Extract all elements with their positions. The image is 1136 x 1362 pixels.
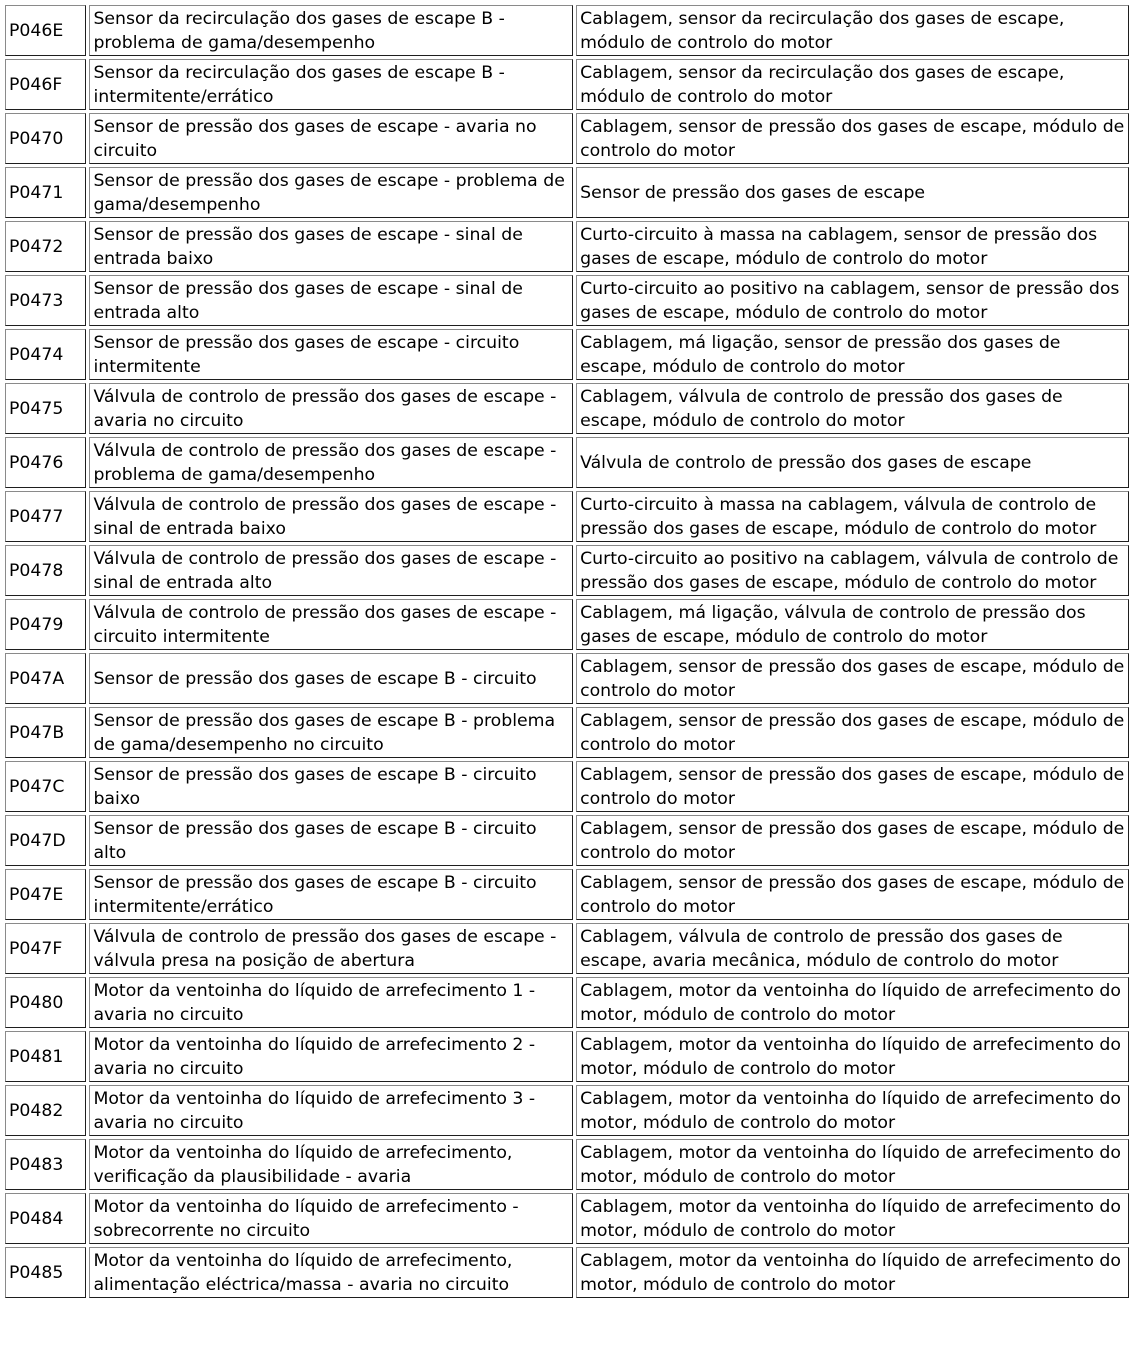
code-cell: P047B [5, 707, 86, 758]
code-cell: P047D [5, 815, 86, 866]
causes-cell: Cablagem, motor da ventoinha do líquido de arrefecimento do motor, módulo de controlo do motor [576, 1031, 1129, 1082]
causes-cell: Curto-circuito ao positivo na cablagem, válvula de controlo de pressão dos gases de escape, módulo de controlo do motor [576, 545, 1129, 596]
description-cell: Sensor de pressão dos gases de escape B - circuito baixo [89, 761, 573, 812]
description-cell: Sensor de pressão dos gases de escape - avaria no circuito [89, 113, 573, 164]
table-row [5, 599, 1129, 650]
code-cell: P0481 [5, 1031, 86, 1082]
causes-cell: Curto-circuito à massa na cablagem, sensor de pressão dos gases de escape, módulo de controlo do motor [576, 221, 1129, 272]
table-row [5, 815, 1129, 866]
causes-cell: Cablagem, má ligação, válvula de controlo de pressão dos gases de escape, módulo de controlo do motor [576, 599, 1129, 650]
table-row [5, 383, 1129, 434]
description-cell: Sensor da recirculação dos gases de escape B - intermitente/errático [89, 59, 573, 110]
code-cell: P0480 [5, 977, 86, 1028]
description-cell: Válvula de controlo de pressão dos gases de escape - válvula presa na posição de abertura [89, 923, 573, 974]
description-cell: Sensor de pressão dos gases de escape - sinal de entrada baixo [89, 221, 573, 272]
code-cell: P047E [5, 869, 86, 920]
code-cell: P0470 [5, 113, 86, 164]
table-row [5, 869, 1129, 920]
description-cell: Motor da ventoinha do líquido de arrefecimento - sobrecorrente no circuito [89, 1193, 573, 1244]
code-cell: P0472 [5, 221, 86, 272]
table-row [5, 329, 1129, 380]
code-cell: P047F [5, 923, 86, 974]
description-cell: Válvula de controlo de pressão dos gases de escape - problema de gama/desempenho [89, 437, 573, 488]
causes-cell: Cablagem, motor da ventoinha do líquido de arrefecimento do motor, módulo de controlo do motor [576, 1085, 1129, 1136]
causes-cell: Cablagem, sensor de pressão dos gases de escape, módulo de controlo do motor [576, 113, 1129, 164]
table-row [5, 59, 1129, 110]
description-cell: Válvula de controlo de pressão dos gases de escape - sinal de entrada baixo [89, 491, 573, 542]
code-cell: P0474 [5, 329, 86, 380]
description-cell: Válvula de controlo de pressão dos gases de escape - avaria no circuito [89, 383, 573, 434]
causes-cell: Cablagem, motor da ventoinha do líquido de arrefecimento do motor, módulo de controlo do motor [576, 1139, 1129, 1190]
table-row [5, 1139, 1129, 1190]
code-cell: P047C [5, 761, 86, 812]
table-row [5, 1247, 1129, 1298]
causes-cell: Curto-circuito à massa na cablagem, válvula de controlo de pressão dos gases de escape, módulo de controlo do motor [576, 491, 1129, 542]
causes-cell: Cablagem, motor da ventoinha do líquido de arrefecimento do motor, módulo de controlo do motor [576, 977, 1129, 1028]
fault-code-table-body [5, 5, 1129, 1298]
causes-cell: Cablagem, válvula de controlo de pressão dos gases de escape, módulo de controlo do motor [576, 383, 1129, 434]
code-cell: P0479 [5, 599, 86, 650]
description-cell: Válvula de controlo de pressão dos gases de escape - sinal de entrada alto [89, 545, 573, 596]
table-row [5, 1085, 1129, 1136]
description-cell: Sensor de pressão dos gases de escape - circuito intermitente [89, 329, 573, 380]
code-cell: P0482 [5, 1085, 86, 1136]
table-row [5, 167, 1129, 218]
table-row [5, 977, 1129, 1028]
causes-cell: Curto-circuito ao positivo na cablagem, sensor de pressão dos gases de escape, módulo de controlo do motor [576, 275, 1129, 326]
causes-cell: Cablagem, válvula de controlo de pressão dos gases de escape, avaria mecânica, módulo de controlo do motor [576, 923, 1129, 974]
code-cell: P0471 [5, 167, 86, 218]
description-cell: Motor da ventoinha do líquido de arrefecimento, verificação da plausibilidade - avaria [89, 1139, 573, 1190]
description-cell: Motor da ventoinha do líquido de arrefecimento 2 - avaria no circuito [89, 1031, 573, 1082]
description-cell: Sensor da recirculação dos gases de escape B - problema de gama/desempenho [89, 5, 573, 56]
causes-cell: Cablagem, sensor de pressão dos gases de escape, módulo de controlo do motor [576, 653, 1129, 704]
table-row [5, 1031, 1129, 1082]
description-cell: Válvula de controlo de pressão dos gases de escape - circuito intermitente [89, 599, 573, 650]
description-cell: Sensor de pressão dos gases de escape - sinal de entrada alto [89, 275, 573, 326]
description-cell: Sensor de pressão dos gases de escape B - circuito intermitente/errático [89, 869, 573, 920]
code-cell: P0476 [5, 437, 86, 488]
code-cell: P046F [5, 59, 86, 110]
code-cell: P046E [5, 5, 86, 56]
description-cell: Sensor de pressão dos gases de escape B - problema de gama/desempenho no circuito [89, 707, 573, 758]
table-row [5, 1193, 1129, 1244]
causes-cell: Válvula de controlo de pressão dos gases de escape [576, 437, 1129, 488]
causes-cell: Cablagem, sensor de pressão dos gases de escape, módulo de controlo do motor [576, 707, 1129, 758]
table-row [5, 545, 1129, 596]
description-cell: Sensor de pressão dos gases de escape B - circuito [89, 653, 573, 704]
table-row [5, 275, 1129, 326]
table-row [5, 437, 1129, 488]
table-row [5, 113, 1129, 164]
table-row [5, 923, 1129, 974]
description-cell: Sensor de pressão dos gases de escape B - circuito alto [89, 815, 573, 866]
causes-cell: Cablagem, motor da ventoinha do líquido de arrefecimento do motor, módulo de controlo do motor [576, 1193, 1129, 1244]
code-cell: P0473 [5, 275, 86, 326]
code-cell: P0477 [5, 491, 86, 542]
causes-cell: Cablagem, sensor da recirculação dos gases de escape, módulo de controlo do motor [576, 59, 1129, 110]
code-cell: P0485 [5, 1247, 86, 1298]
table-row [5, 491, 1129, 542]
table-row [5, 5, 1129, 56]
causes-cell: Cablagem, motor da ventoinha do líquido de arrefecimento do motor, módulo de controlo do motor [576, 1247, 1129, 1298]
description-cell: Motor da ventoinha do líquido de arrefecimento, alimentação eléctrica/massa - avaria no circuito [89, 1247, 573, 1298]
description-cell: Motor da ventoinha do líquido de arrefecimento 3 - avaria no circuito [89, 1085, 573, 1136]
causes-cell: Cablagem, sensor da recirculação dos gases de escape, módulo de controlo do motor [576, 5, 1129, 56]
causes-cell: Cablagem, sensor de pressão dos gases de escape, módulo de controlo do motor [576, 761, 1129, 812]
description-cell: Sensor de pressão dos gases de escape - problema de gama/desempenho [89, 167, 573, 218]
table-row [5, 653, 1129, 704]
causes-cell: Cablagem, má ligação, sensor de pressão dos gases de escape, módulo de controlo do motor [576, 329, 1129, 380]
table-row [5, 707, 1129, 758]
code-cell: P0478 [5, 545, 86, 596]
code-cell: P0484 [5, 1193, 86, 1244]
code-cell: P047A [5, 653, 86, 704]
table-row [5, 221, 1129, 272]
causes-cell: Cablagem, sensor de pressão dos gases de escape, módulo de controlo do motor [576, 815, 1129, 866]
causes-cell: Cablagem, sensor de pressão dos gases de escape, módulo de controlo do motor [576, 869, 1129, 920]
code-cell: P0475 [5, 383, 86, 434]
causes-cell: Sensor de pressão dos gases de escape [576, 167, 1129, 218]
code-cell: P0483 [5, 1139, 86, 1190]
table-row [5, 761, 1129, 812]
description-cell: Motor da ventoinha do líquido de arrefecimento 1 - avaria no circuito [89, 977, 573, 1028]
fault-code-table [2, 2, 1132, 1301]
